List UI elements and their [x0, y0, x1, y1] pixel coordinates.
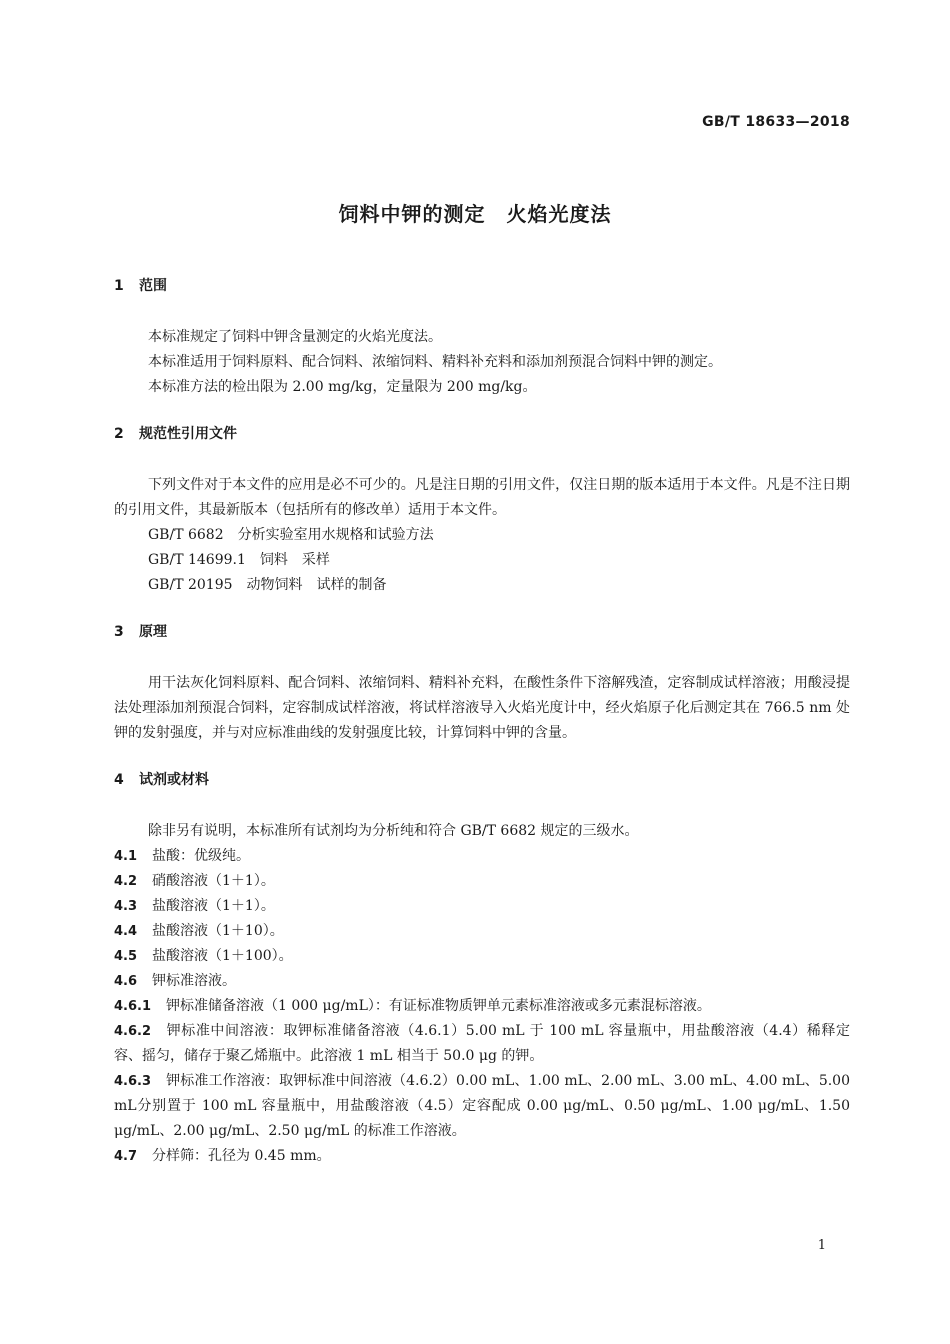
reference-item: GB/T 20195 动物饲料 试样的制备 [148, 577, 387, 593]
item-number: 4.6.2 [114, 1024, 152, 1039]
document-title: 饲料中钾的测定 火焰光度法 [338, 202, 612, 226]
reagent-item [114, 1144, 850, 1169]
item-text: 分样筛：孔径为 0.45 mm。 [152, 1148, 331, 1164]
reference-item: GB/T 6682 分析实验室用水规格和试验方法 [148, 527, 434, 543]
standard-code: GB/T 18633—2018 [702, 114, 850, 130]
item-number: 4.6 [114, 974, 138, 989]
reagent-item [114, 869, 850, 894]
item-text: 盐酸溶液（1＋1）。 [152, 898, 275, 914]
item-number: 4.2 [114, 874, 138, 889]
page-number: 1 [817, 1238, 826, 1253]
section-gap [114, 746, 850, 770]
section-title: 原理 [139, 624, 167, 640]
reagent-item [114, 919, 850, 944]
item-number: 4.6.1 [114, 999, 152, 1014]
reagent-item [114, 1069, 850, 1144]
section-gap [114, 400, 850, 424]
section-title: 规范性引用文件 [139, 426, 237, 442]
section-number: 2 [114, 426, 124, 442]
reagent-item [114, 994, 850, 1019]
item-text: 盐酸：优级纯。 [152, 848, 250, 864]
section-number: 4 [114, 772, 124, 788]
item-number: 4.5 [114, 949, 138, 964]
document-body [114, 276, 850, 1169]
item-text: 钾标准中间溶液：取钾标准储备溶液（4.6.1）5.00 mL 于 100 mL 容量瓶中，用盐酸溶液（4.4）稀释定容、摇匀，储存于聚乙烯瓶中。此溶液 1 mL 相当于 50.0 μg 的钾。 [114, 1023, 850, 1064]
reagent-item [114, 944, 850, 969]
scope-line: 本标准方法的检出限为 2.00 mg/kg，定量限为 200 mg/kg。 [148, 379, 537, 395]
item-number: 4.6.3 [114, 1074, 152, 1089]
item-text: 钾标准工作溶液：取钾标准中间溶液（4.6.2）0.00 mL、1.00 mL、2.00 mL、3.00 mL、4.00 mL、5.00 mL分别置于 100 mL 容量瓶中，用盐酸溶液（4.5）定容配成 0.00 μg/mL、0.50 μg/mL、1.00 μg/mL、1.50 μg/mL、2.00 μg/mL、2.50 μg/mL 的标准工作溶液。 [114, 1073, 850, 1139]
principle-text: 用干法灰化饲料原料、配合饲料、浓缩饲料、精料补充料，在酸性条件下溶解残渣，定容制成试样溶液；用酸浸提法处理添加剂预混合饲料，定容制成试样溶液，将试样溶液导入火焰光度计中，经火焰原子化后测定其在 766.5 nm 处钾的发射强度，并与对应标准曲线的发射强度比较，计算饲料中钾的含量。 [114, 675, 850, 741]
item-number: 4.3 [114, 899, 138, 914]
section-title: 范围 [139, 278, 167, 294]
section-heading-scope [114, 276, 850, 296]
section-heading-reagents [114, 770, 850, 790]
item-text: 盐酸溶液（1＋10）。 [152, 923, 284, 939]
item-number: 4.1 [114, 849, 138, 864]
section-number: 1 [114, 278, 124, 294]
reference-item: GB/T 14699.1 饲料 采样 [148, 552, 330, 568]
item-number: 4.4 [114, 924, 138, 939]
section-heading-normative-references [114, 424, 850, 444]
scope-line: 本标准规定了饲料中钾含量测定的火焰光度法。 [148, 329, 442, 345]
section-heading-principle [114, 622, 850, 642]
section-gap [114, 598, 850, 622]
scope-line: 本标准适用于饲料原料、配合饲料、浓缩饲料、精料补充料和添加剂预混合饲料中钾的测定。 [148, 354, 722, 370]
reagent-item [114, 844, 850, 869]
references-intro: 下列文件对于本文件的应用是必不可少的。凡是注日期的引用文件，仅注日期的版本适用于本文件。凡是不注日期的引用文件，其最新版本（包括所有的修改单）适用于本文件。 [114, 477, 850, 518]
item-text: 硝酸溶液（1＋1）。 [152, 873, 275, 889]
item-text: 钾标准溶液。 [152, 973, 236, 989]
reagents-intro: 除非另有说明，本标准所有试剂均为分析纯和符合 GB/T 6682 规定的三级水。 [148, 823, 639, 839]
item-text: 盐酸溶液（1＋100）。 [152, 948, 293, 964]
reagent-item [114, 894, 850, 919]
section-title: 试剂或材料 [139, 772, 209, 788]
reagent-item [114, 969, 850, 994]
item-text: 钾标准储备溶液（1 000 μg/mL）：有证标准物质钾单元素标准溶液或多元素混标溶液。 [166, 998, 711, 1014]
item-number: 4.7 [114, 1149, 138, 1164]
section-number: 3 [114, 624, 124, 640]
reagent-item [114, 1019, 850, 1069]
